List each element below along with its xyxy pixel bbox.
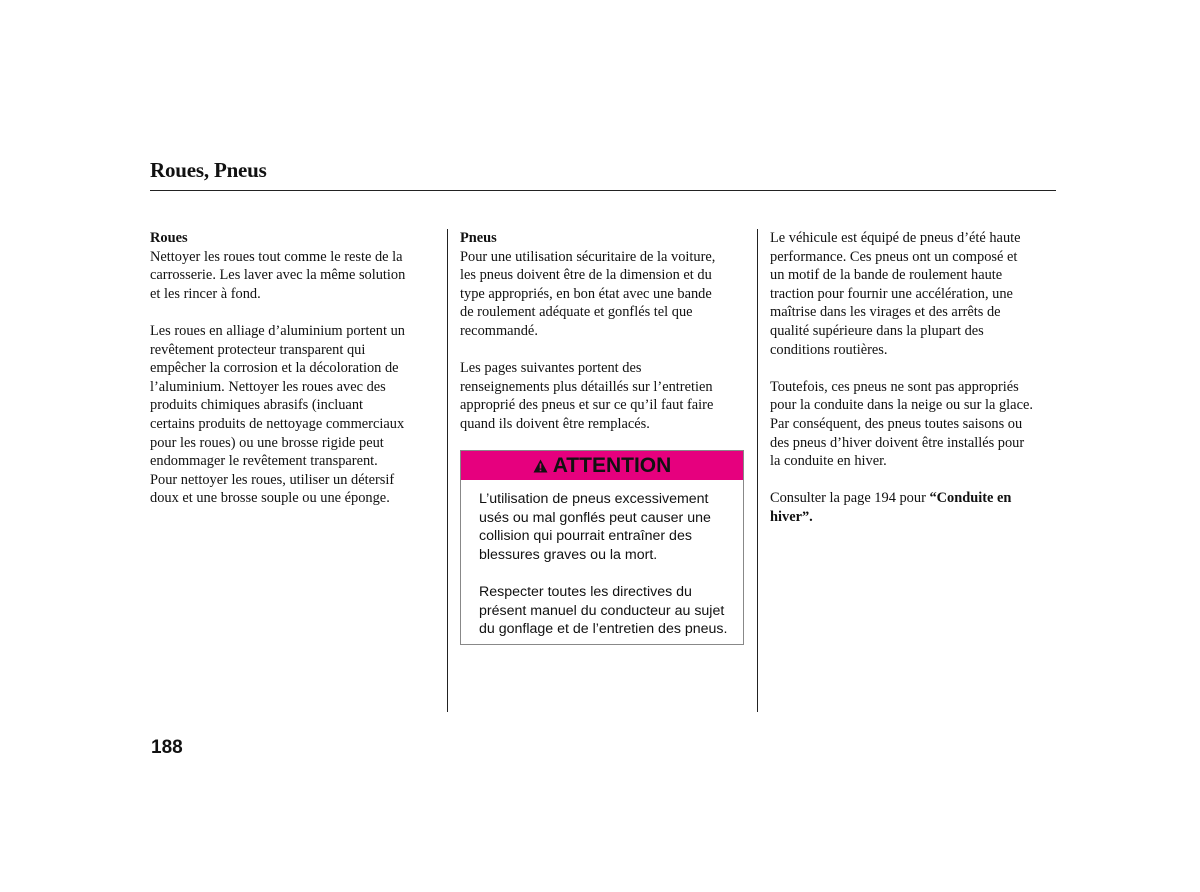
roues-paragraph-2: Les roues en alliage d’aluminium portent un revêtement protecteur transparent qui empêcher la corrosion et la décoloration de l’aluminium. Nettoyer les roues avec des produits chimiques abrasifs (incluant certains produits de nettoyage commerciaux pour les roues) ou une brosse rigide peut endommager le revêtement transparent. Pour nettoyer les roues, utiliser un détersif doux et une brosse souple ou une éponge. xyxy=(150,322,405,507)
performance-paragraph-2: Toutefois, ces pneus ne sont pas appropriés pour la conduite dans la neige ou sur la glace. Par conséquent, des pneus toutes saisons ou des pneus d’hiver doivent être installés pour la conduite en hiver. xyxy=(770,378,1033,470)
attention-box xyxy=(460,450,744,645)
column-divider-2 xyxy=(757,229,758,712)
column-performance xyxy=(770,229,1058,545)
roues-paragraph-1: Nettoyer les roues tout comme le reste de la carrosserie. Les laver avec la même solution et les rincer à fond. xyxy=(150,248,406,302)
page-number: 188 xyxy=(151,737,183,758)
title-divider xyxy=(150,190,1056,191)
performance-paragraph-3 xyxy=(770,489,1058,526)
warning-triangle-icon xyxy=(533,459,548,473)
section-heading-roues: Roues xyxy=(150,230,188,246)
section-heading-pneus: Pneus xyxy=(460,230,497,246)
reference-text: Consulter la page 194 pour xyxy=(770,490,930,507)
attention-body xyxy=(461,480,743,639)
performance-paragraph-1: Le véhicule est équipé de pneus d’été haute performance. Ces pneus ont un composé et un motif de la bande de roulement haute traction pour fournir une accélération, une maîtrise dans les virages et des arrêts de qualité supérieure dans la plupart des conditions routières. xyxy=(770,230,1021,358)
attention-paragraph-1: L’utilisation de pneus excessivement usés ou mal gonflés peut causer une collision qui pourrait entraîner des blessures graves ou la mort. xyxy=(479,491,711,563)
column-pneus xyxy=(460,229,745,452)
winter-driving-reference: “Conduite en hiver”. xyxy=(770,490,1012,525)
attention-label: ATTENTION xyxy=(552,453,672,477)
page-title: Roues, Pneus xyxy=(150,158,267,182)
attention-paragraph-2: Respecter toutes les directives du présent manuel du conducteur au sujet du gonflage et de l’entretien des pneus. xyxy=(479,583,728,638)
pneus-paragraph-2: Les pages suivantes portent des renseignements plus détaillés sur l’entretien approprié des pneus et sur ce qu’il faut faire quand ils doivent être remplacés. xyxy=(460,360,714,432)
column-divider-1 xyxy=(447,229,448,712)
pneus-paragraph-1: Pour une utilisation sécuritaire de la voiture, les pneus doivent être de la dimension et du type appropriés, en bon état avec une bande de roulement adéquate et gonflés tel que recommandé. xyxy=(460,248,716,339)
column-roues xyxy=(150,229,432,527)
attention-header xyxy=(461,451,743,480)
